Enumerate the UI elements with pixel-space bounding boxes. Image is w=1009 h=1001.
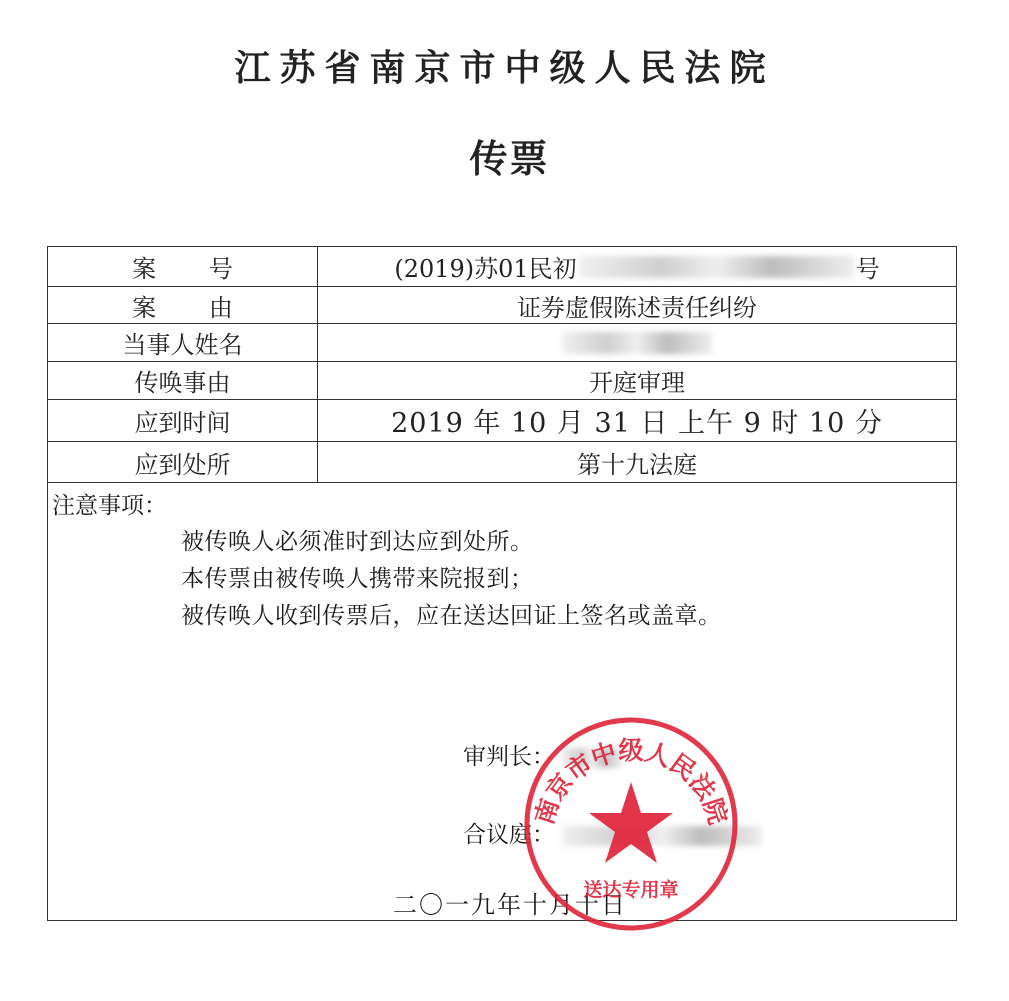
note-item: 被传唤人必须准时到达应到处所。 [181,529,534,555]
appear-time-value: 2019 年 10 月 31 日 上午 9 时 10 分 [391,408,883,439]
issue-date: 二〇一九年十月十日 [393,891,627,919]
row-case-number [48,247,956,287]
note-item: 本传票由被传唤人携带来院报到； [181,566,534,592]
summons-reason-value: 开庭审理 [589,369,685,397]
court-name: 江苏省南京市中级人民法院 [234,47,775,89]
panel-label: 合议庭： [463,822,555,848]
appear-place-label: 应到处所 [48,442,318,482]
seal-arc-text: 南京市中级人民法院 [529,736,733,828]
row-party-name [48,324,956,362]
case-number-value [318,247,956,286]
row-cause [48,287,956,324]
case-number-label: 案号 [48,247,318,286]
appear-time-label: 应到时间 [48,400,318,441]
party-name-value [318,324,956,361]
summons-form [47,246,957,921]
summons-reason-label: 传唤事由 [48,362,318,399]
row-appear-time [48,400,956,442]
seal-bottom-text: 送达专用章 [583,879,679,901]
row-appear-place [48,442,956,483]
case-number-suffix: 号 [855,255,880,283]
row-summons-reason [48,362,956,400]
cause-value: 证券虚假陈述责任纠纷 [517,293,757,322]
case-number-prefix: (2019)苏01民初 [394,255,577,283]
seal-star-icon [589,782,673,863]
chief-judge-label: 审判长： [463,744,555,770]
appear-place-value: 第十九法庭 [577,450,697,479]
document-title: 传票 [469,136,550,181]
party-name-label: 当事人姓名 [48,324,318,361]
redacted-case-number [579,256,854,278]
note-item: 被传唤人收到传票后，应在送达回证上签名或盖章。 [181,603,722,629]
notes-heading: 注意事项： [52,493,167,519]
cause-label: 案由 [48,287,318,323]
redacted-party-name [562,332,712,354]
court-seal [521,714,741,934]
